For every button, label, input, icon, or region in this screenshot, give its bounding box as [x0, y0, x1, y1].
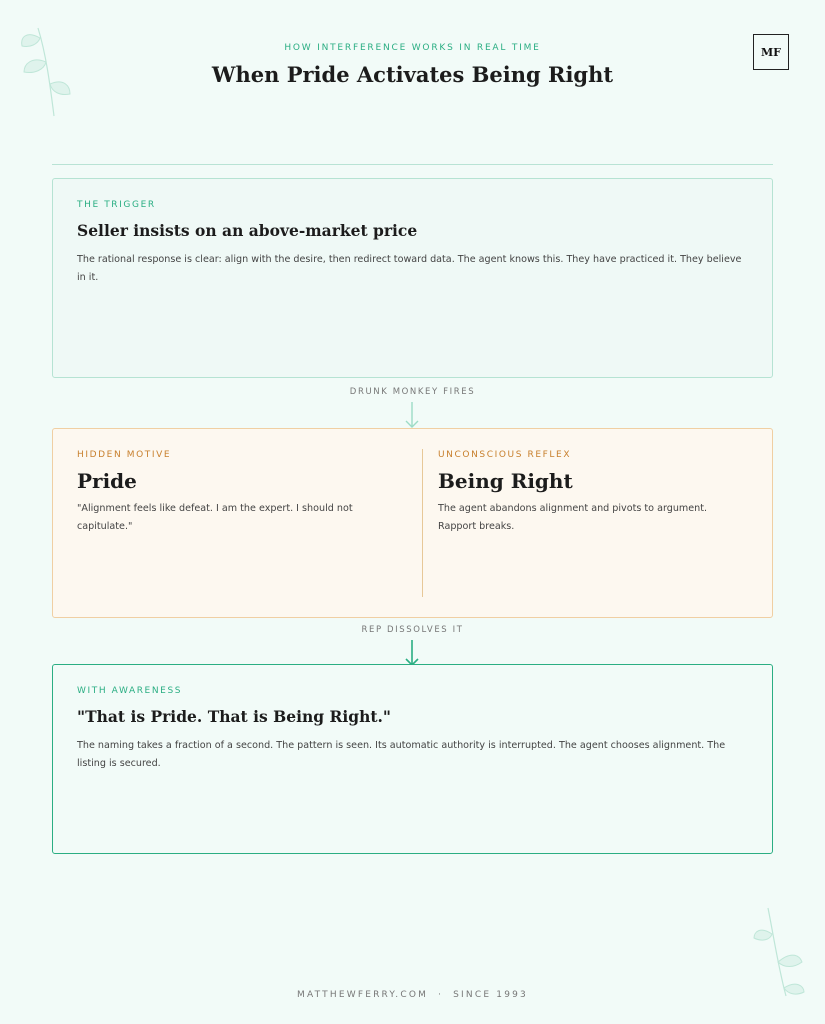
header-divider	[52, 164, 773, 165]
connector-label-drunk-monkey: DRUNK MONKEY FIRES	[349, 387, 476, 397]
footer-since: SINCE 1993	[453, 990, 528, 1000]
hidden-motive-column	[53, 429, 422, 617]
motive-reflex-card	[52, 428, 773, 618]
unconscious-reflex-body: The agent abandons alignment and pivots to argument. Rapport breaks.	[438, 503, 708, 532]
footer-site: MATTHEWFERRY.COM	[297, 990, 429, 1000]
trigger-body: The rational response is clear: align with the desire, then redirect toward data. The agent knows this. They have practiced it. They believe in it.	[77, 254, 742, 283]
leaf-sprig-icon	[752, 904, 812, 1000]
page-title: When Pride Activates Being Right	[211, 62, 614, 87]
trigger-label: THE TRIGGER	[77, 200, 156, 210]
unconscious-reflex-column	[438, 429, 772, 617]
hidden-motive-title: Pride	[77, 469, 137, 493]
hidden-motive-body: "Alignment feels like defeat. I am the expert. I should not capitulate."	[77, 503, 353, 532]
footer-separator: ·	[438, 990, 444, 1000]
logo-badge: MF	[753, 34, 789, 70]
header-eyebrow: HOW INTERFERENCE WORKS IN REAL TIME	[284, 43, 541, 53]
unconscious-reflex-label: UNCONSCIOUS REFLEX	[438, 450, 572, 460]
awareness-card	[52, 664, 773, 854]
footer	[0, 990, 825, 1000]
connector-label-rep: REP DISSOLVES IT	[361, 625, 464, 635]
hidden-motive-label: HIDDEN MOTIVE	[77, 450, 172, 460]
awareness-label: WITH AWARENESS	[77, 686, 183, 696]
unconscious-reflex-title: Being Right	[438, 469, 573, 493]
column-divider	[422, 449, 423, 597]
arrow-down-icon	[405, 402, 419, 430]
awareness-title: "That is Pride. That is Being Right."	[77, 707, 391, 726]
trigger-card	[52, 178, 773, 378]
awareness-body: The naming takes a fraction of a second. The pattern is seen. Its automatic authority is interrupted. The agent chooses alignment. The listing is secured.	[77, 740, 726, 769]
trigger-title: Seller insists on an above-market price	[77, 221, 418, 240]
